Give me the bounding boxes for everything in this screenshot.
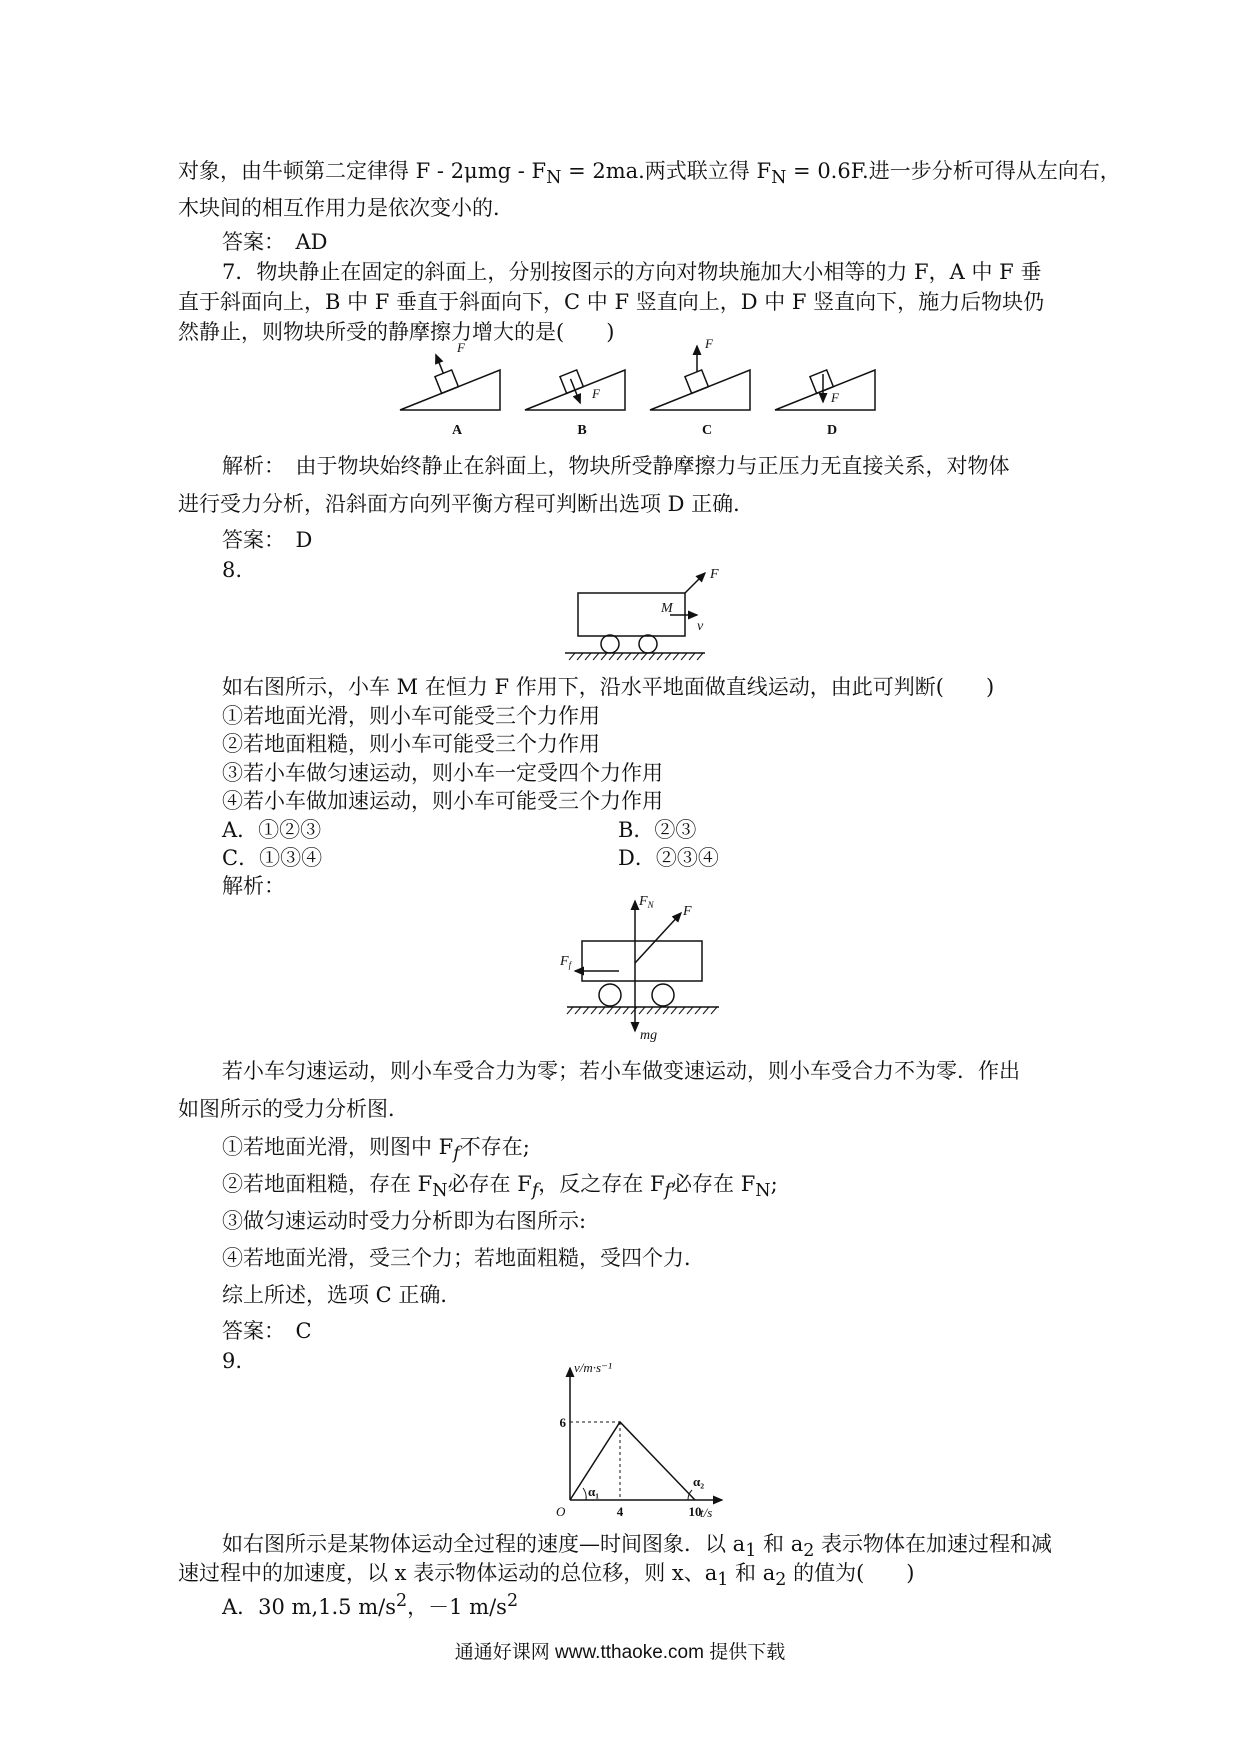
q8-stem: 如右图所示，小车 M 在恒力 F 作用下，沿水平地面做直线运动，由此可判断( ) <box>222 675 995 699</box>
page-footer: 通通好课网 www.tthaoke.com 提供下载 <box>454 1642 786 1663</box>
q7-analysis-2: 进行受力分析，沿斜面方向列平衡方程可判断出选项 D 正确． <box>178 492 755 516</box>
origin-label: O <box>556 1504 566 1519</box>
cart-wheel-left <box>601 635 619 653</box>
figure-label-a: A <box>451 423 463 438</box>
q8-option-c: C．①③④ <box>222 846 323 870</box>
q8-option-d: D．②③④ <box>618 846 719 870</box>
cart-body <box>582 941 702 981</box>
mass-label: M <box>661 601 673 616</box>
q6-line-2: 木块间的相互作用力是依次变小的． <box>178 196 514 220</box>
q8-statement-1: ①若地面光滑，则小车可能受三个力作用 <box>222 704 600 728</box>
q9-vt-chart <box>550 1360 730 1520</box>
q7-stem-2: 直于斜面向上，B 中 F 垂直于斜面向下，C 中 F 竖直向上，D 中 F 竖直向下，施力后物块仍 <box>178 290 1045 314</box>
q6-answer: 答案： AD <box>222 230 328 254</box>
q8-analysis-point-2: ②若地面粗糙，存在 $F_N$必存在 $F_f$，反之存在 $F_f$必存在 $F_N$; <box>222 1172 778 1202</box>
y-axis-label: v/m·s⁻¹ <box>574 1360 612 1375</box>
force-label-d: F <box>831 390 839 405</box>
block-c <box>685 370 708 393</box>
force-label-a: F <box>457 340 465 355</box>
block-a <box>435 370 458 393</box>
q7-analysis-1: 解析： 由于物块始终静止在斜面上，物块所受静摩擦力与正压力无直接关系，对物体 <box>222 454 1010 478</box>
figure-label-d: D <box>826 423 838 438</box>
q8-statement-2: ②若地面粗糙，则小车可能受三个力作用 <box>222 732 600 756</box>
applied-force-arrow <box>635 913 681 963</box>
q6-line-1: 对象，由牛顿第二定律得 $F - 2\mu mg - F_N = 2ma$.两式联立得 $F_N = 0.6F$.进一步分析可得从左向右， <box>178 159 1121 189</box>
q7-figure-inclines <box>395 336 900 445</box>
cart-wheel-left <box>599 984 621 1006</box>
x-tick-label-10: 10 <box>688 1504 702 1519</box>
friction-label: $F_f$ <box>560 954 572 970</box>
applied-force-label: F <box>683 904 692 919</box>
ground-hatch <box>569 653 703 660</box>
force-label-b: F <box>592 386 600 401</box>
q8-force-diagram <box>555 893 735 1043</box>
q9-option-a: A．30 m,1.5 $m/s^2$，－1 $m/s^2$ <box>222 1591 519 1619</box>
q8-number: 8. <box>222 558 243 582</box>
x-axis-label: t/s <box>700 1505 713 1520</box>
figure-label-c: C <box>701 423 713 438</box>
ground-hatch <box>567 1007 717 1014</box>
q8-analysis-point-3: ③做匀速运动时受力分析即为右图所示: <box>222 1209 587 1233</box>
force-f-arrow <box>685 573 705 593</box>
x-tick-label-4: 4 <box>616 1504 624 1519</box>
angle-label-1: α₁ <box>588 1484 600 1499</box>
force-f-label: F <box>710 567 719 582</box>
q9-stem-2: 速过程中的加速度，以 x 表示物体运动的总位移，则 x、$a_1$ 和 $a_2$ 的值为( ) <box>178 1561 915 1591</box>
angle-label-2: α₂ <box>693 1474 705 1489</box>
block-d <box>810 370 833 393</box>
q8-analysis-point-1: ①若地面光滑，则图中 $F_f$不存在; <box>222 1135 530 1165</box>
q8-analysis-point-4: ④若地面光滑，受三个力；若地面粗糙，受四个力． <box>222 1246 705 1270</box>
cart-wheel-right <box>639 635 657 653</box>
gravity-label: mg <box>640 1028 658 1043</box>
q7-stem-3: 然静止，则物块所受的静摩擦力增大的是( ) <box>178 320 615 344</box>
q8-option-b: B．②③ <box>618 818 697 842</box>
q9-stem-1: 如右图所示是某物体运动全过程的速度—时间图象．以 $a_1$ 和 $a_2$ 表示物体在加速过程和减 <box>222 1532 1053 1562</box>
y-tick-label-6: 6 <box>559 1415 566 1430</box>
q8-option-a: A．①②③ <box>222 818 322 842</box>
q8-answer: 答案： C <box>222 1319 312 1343</box>
q8-analysis-line-1: 若小车匀速运动，则小车受合力为零；若小车做变速运动，则小车受合力不为零．作出 <box>222 1059 1020 1083</box>
angle-arc-1 <box>583 1488 586 1500</box>
q9-number: 9. <box>222 1349 243 1373</box>
q8-statement-4: ④若小车做加速运动，则小车可能受三个力作用 <box>222 789 663 813</box>
force-label-c: F <box>705 336 713 351</box>
cart-wheel-right <box>652 984 674 1006</box>
force-arrow-a <box>436 355 443 374</box>
velocity-label: v <box>697 619 704 634</box>
normal-force-label: $F_N$ <box>639 894 654 910</box>
figure-label-b: B <box>577 423 587 438</box>
q8-cart-figure <box>565 567 725 670</box>
q7-stem-1: 7．物块静止在固定的斜面上，分别按图示的方向对物块施加大小相等的力 F，A 中 F 垂 <box>222 260 1042 284</box>
q8-analysis-line-2: 如图所示的受力分析图． <box>178 1097 409 1121</box>
q7-answer: 答案： D <box>222 528 313 552</box>
q8-statement-3: ③若小车做匀速运动，则小车一定受四个力作用 <box>222 761 663 785</box>
q8-analysis-conclusion: 综上所述，选项 C 正确． <box>222 1283 462 1307</box>
q8-analysis-label: 解析： <box>222 874 285 898</box>
